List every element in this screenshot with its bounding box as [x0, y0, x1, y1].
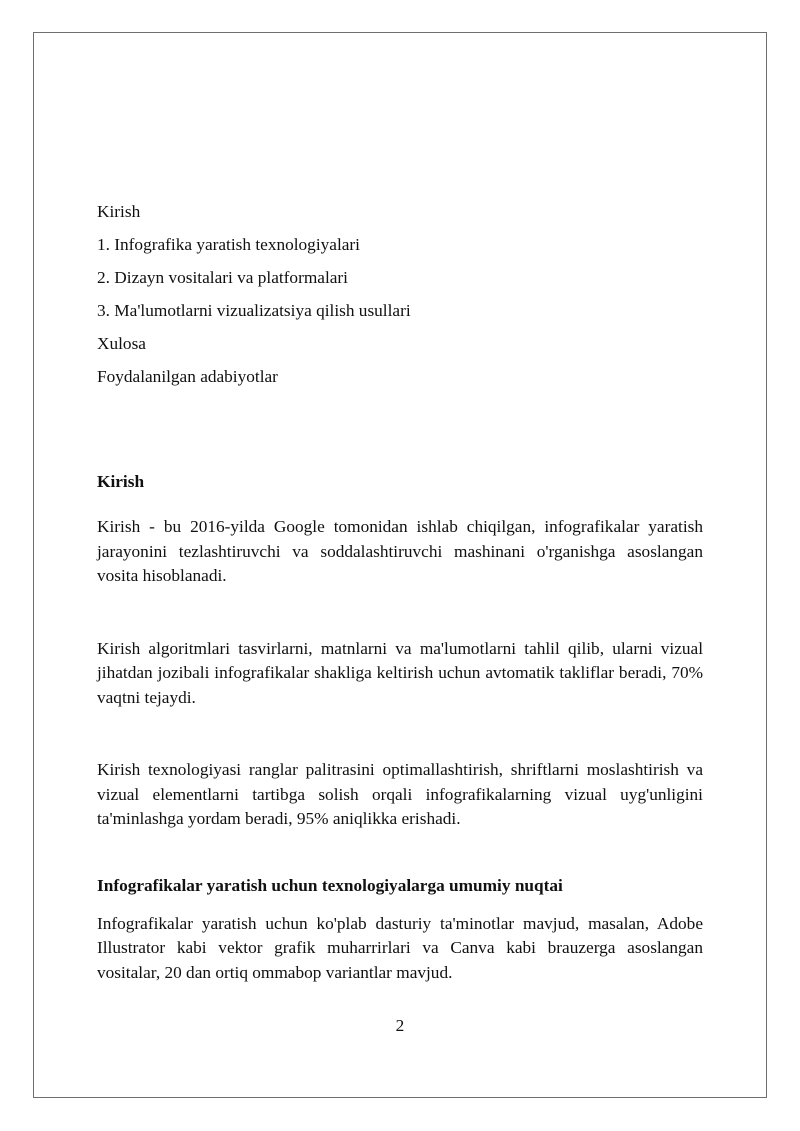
- toc-item-conclusion: Xulosa: [97, 334, 146, 353]
- intro-heading: Kirish: [97, 472, 145, 491]
- overview-heading: Infografikalar yaratish uchun texnologiyalarga umumiy nuqtai: [97, 875, 563, 895]
- toc-item-intro: Kirish: [97, 202, 141, 221]
- overview-paragraph: Infografikalar yaratish uchun ko'plab dasturiy ta'minotlar mavjud, masalan, Adobe Illustrator kabi vektor grafik muharrirlari va Canva kabi brauzerga asoslangan vositalar, 20 dan ortiq ommabop variantlar mavjud.: [97, 913, 703, 982]
- toc-item-1: 1. Infografika yaratish texnologiyalari: [97, 235, 360, 254]
- intro-paragraph-2: Kirish algoritmlari tasvirlarni, matnlarni va ma'lumotlarni tahlil qilib, ularni vizual jihatdan jozibali infografikalar shakliga keltirish uchun avtomatik takliflar beradi, 70% vaqtni tejaydi.: [97, 638, 703, 707]
- document-body: [97, 198, 703, 985]
- table-of-contents: [97, 198, 703, 396]
- intro-paragraph-3: Kirish texnologiyasi ranglar palitrasini optimallashtirish, shriftlarni moslashtirish va vizual elementlarni tartibga solish orqali infografikalarning vizual uyg'unligini ta'minlashga yordam beradi, 95% aniqlikka erishadi.: [97, 760, 703, 828]
- toc-item-3: 3. Ma'lumotlarni vizualizatsiya qilish usullari: [97, 301, 411, 320]
- intro-paragraph-1: Kirish - bu 2016-yilda Google tomonidan ishlab chiqilgan, infografikalar yaratish jarayonini tezlashtiruvchi va soddalashtiruvchi mashinani o'rganishga asoslangan vosita hisoblanadi.: [97, 517, 703, 585]
- toc-item-2: 2. Dizayn vositalari va platformalari: [97, 268, 348, 287]
- toc-item-references: Foydalanilgan adabiyotlar: [97, 367, 278, 386]
- page-number: 2: [395, 1016, 405, 1035]
